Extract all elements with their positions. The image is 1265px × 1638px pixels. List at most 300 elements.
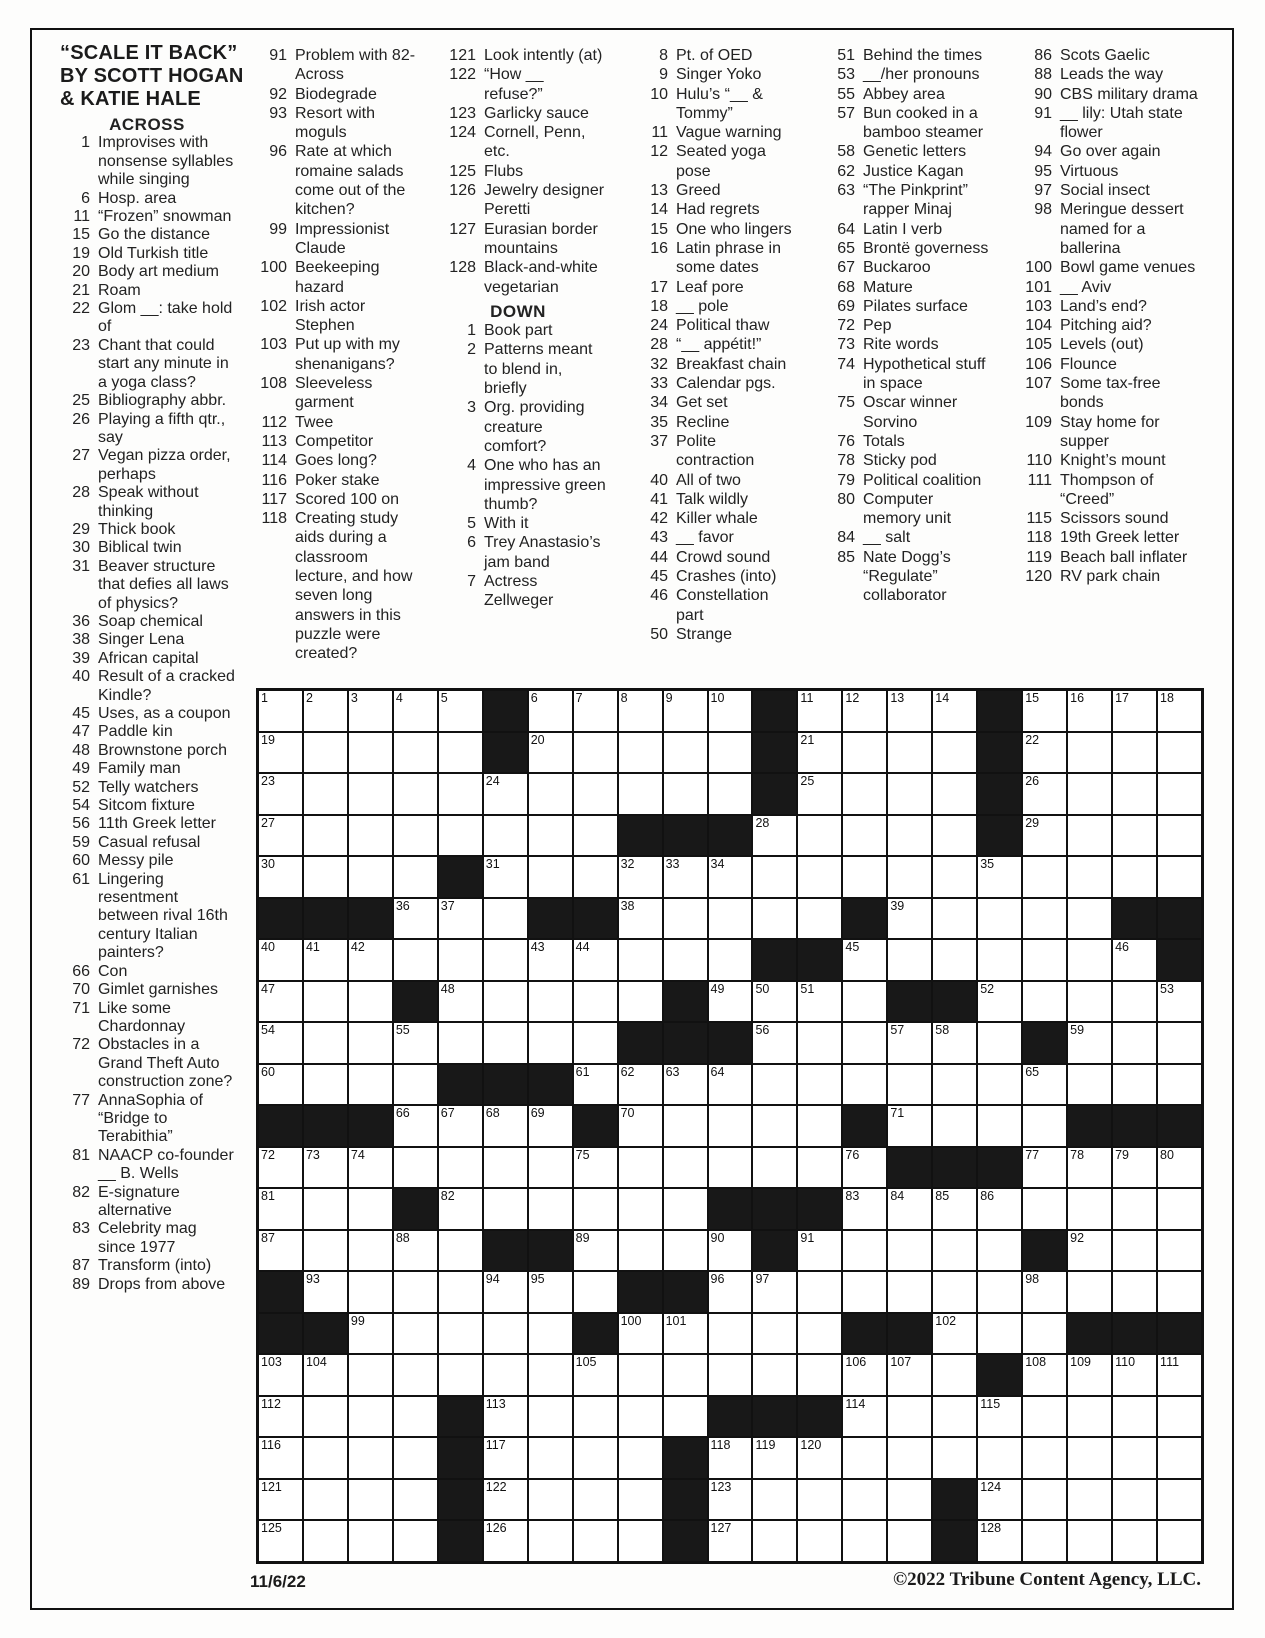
grid-cell[interactable] xyxy=(303,1064,348,1106)
grid-cell[interactable] xyxy=(842,1188,887,1230)
grid-cell[interactable] xyxy=(303,1230,348,1272)
grid-cell[interactable] xyxy=(663,732,708,774)
grid-cell[interactable] xyxy=(752,1064,797,1106)
grid-cell[interactable] xyxy=(842,1230,887,1272)
grid-cell[interactable] xyxy=(393,1437,438,1479)
grid-cell[interactable] xyxy=(1022,815,1067,857)
grid-cell[interactable] xyxy=(618,1354,663,1396)
grid-cell[interactable] xyxy=(752,1147,797,1189)
grid-cell[interactable] xyxy=(932,1022,977,1064)
grid-cell[interactable] xyxy=(438,773,483,815)
grid-cell[interactable] xyxy=(842,690,887,732)
grid-cell[interactable] xyxy=(303,1437,348,1479)
grid-cell[interactable] xyxy=(483,815,528,857)
grid-cell[interactable] xyxy=(797,1479,842,1521)
grid-cell[interactable] xyxy=(887,856,932,898)
grid-cell[interactable] xyxy=(573,815,618,857)
grid-cell[interactable] xyxy=(932,732,977,774)
grid-cell[interactable] xyxy=(528,815,573,857)
grid-cell[interactable] xyxy=(708,1230,753,1272)
grid-cell[interactable] xyxy=(663,1354,708,1396)
grid-cell[interactable] xyxy=(1112,856,1157,898)
grid-cell[interactable] xyxy=(977,1230,1022,1272)
grid-cell[interactable] xyxy=(528,732,573,774)
grid-cell[interactable] xyxy=(977,1022,1022,1064)
grid-cell[interactable] xyxy=(258,1396,303,1438)
grid-cell[interactable] xyxy=(1157,1022,1202,1064)
grid-cell[interactable] xyxy=(483,1520,528,1562)
grid-cell[interactable] xyxy=(887,1188,932,1230)
grid-cell[interactable] xyxy=(1067,1354,1112,1396)
grid-cell[interactable] xyxy=(528,1396,573,1438)
grid-cell[interactable] xyxy=(797,815,842,857)
grid-cell[interactable] xyxy=(842,856,887,898)
grid-cell[interactable] xyxy=(977,1313,1022,1355)
grid-cell[interactable] xyxy=(483,1147,528,1189)
grid-cell[interactable] xyxy=(258,1354,303,1396)
grid-cell[interactable] xyxy=(1112,773,1157,815)
grid-cell[interactable] xyxy=(1157,815,1202,857)
grid-cell[interactable] xyxy=(977,1188,1022,1230)
grid-cell[interactable] xyxy=(573,1147,618,1189)
grid-cell[interactable] xyxy=(348,1313,393,1355)
grid-cell[interactable] xyxy=(887,1520,932,1562)
grid-cell[interactable] xyxy=(1067,898,1112,940)
grid-cell[interactable] xyxy=(708,1105,753,1147)
grid-cell[interactable] xyxy=(842,773,887,815)
grid-cell[interactable] xyxy=(887,815,932,857)
grid-cell[interactable] xyxy=(258,815,303,857)
grid-cell[interactable] xyxy=(1067,1064,1112,1106)
grid-cell[interactable] xyxy=(483,1396,528,1438)
grid-cell[interactable] xyxy=(932,1271,977,1313)
grid-cell[interactable] xyxy=(348,773,393,815)
grid-cell[interactable] xyxy=(303,856,348,898)
grid-cell[interactable] xyxy=(797,981,842,1023)
grid-cell[interactable] xyxy=(887,1271,932,1313)
grid-cell[interactable] xyxy=(977,1396,1022,1438)
grid-cell[interactable] xyxy=(573,773,618,815)
grid-cell[interactable] xyxy=(1067,1022,1112,1064)
grid-cell[interactable] xyxy=(618,1313,663,1355)
grid-cell[interactable] xyxy=(1112,1147,1157,1189)
grid-cell[interactable] xyxy=(977,1105,1022,1147)
grid-cell[interactable] xyxy=(1022,1479,1067,1521)
grid-cell[interactable] xyxy=(618,1230,663,1272)
grid-cell[interactable] xyxy=(438,1188,483,1230)
grid-cell[interactable] xyxy=(303,690,348,732)
grid-cell[interactable] xyxy=(618,690,663,732)
grid-cell[interactable] xyxy=(348,815,393,857)
grid-cell[interactable] xyxy=(258,1437,303,1479)
grid-cell[interactable] xyxy=(708,773,753,815)
grid-cell[interactable] xyxy=(1157,856,1202,898)
grid-cell[interactable] xyxy=(663,690,708,732)
grid-cell[interactable] xyxy=(1112,1354,1157,1396)
grid-cell[interactable] xyxy=(348,981,393,1023)
grid-cell[interactable] xyxy=(528,773,573,815)
grid-cell[interactable] xyxy=(528,1271,573,1313)
grid-cell[interactable] xyxy=(797,1313,842,1355)
grid-cell[interactable] xyxy=(573,1396,618,1438)
grid-cell[interactable] xyxy=(708,981,753,1023)
grid-cell[interactable] xyxy=(258,1230,303,1272)
grid-cell[interactable] xyxy=(1157,732,1202,774)
grid-cell[interactable] xyxy=(977,1437,1022,1479)
grid-cell[interactable] xyxy=(348,1188,393,1230)
grid-cell[interactable] xyxy=(797,1437,842,1479)
grid-cell[interactable] xyxy=(618,898,663,940)
grid-cell[interactable] xyxy=(393,1520,438,1562)
grid-cell[interactable] xyxy=(797,1022,842,1064)
grid-cell[interactable] xyxy=(797,1520,842,1562)
grid-cell[interactable] xyxy=(1157,1064,1202,1106)
grid-cell[interactable] xyxy=(618,1188,663,1230)
grid-cell[interactable] xyxy=(303,1479,348,1521)
grid-cell[interactable] xyxy=(393,939,438,981)
grid-cell[interactable] xyxy=(1022,732,1067,774)
grid-cell[interactable] xyxy=(303,1520,348,1562)
grid-cell[interactable] xyxy=(752,1354,797,1396)
grid-cell[interactable] xyxy=(752,1479,797,1521)
grid-cell[interactable] xyxy=(842,1064,887,1106)
grid-cell[interactable] xyxy=(483,1313,528,1355)
grid-cell[interactable] xyxy=(977,981,1022,1023)
grid-cell[interactable] xyxy=(977,1479,1022,1521)
grid-cell[interactable] xyxy=(1022,981,1067,1023)
grid-cell[interactable] xyxy=(438,815,483,857)
grid-cell[interactable] xyxy=(573,1354,618,1396)
grid-cell[interactable] xyxy=(1022,1396,1067,1438)
grid-cell[interactable] xyxy=(618,1479,663,1521)
grid-cell[interactable] xyxy=(663,898,708,940)
grid-cell[interactable] xyxy=(1157,1188,1202,1230)
grid-cell[interactable] xyxy=(573,1437,618,1479)
grid-cell[interactable] xyxy=(708,690,753,732)
grid-cell[interactable] xyxy=(932,856,977,898)
grid-cell[interactable] xyxy=(1067,1147,1112,1189)
grid-cell[interactable] xyxy=(303,1188,348,1230)
grid-cell[interactable] xyxy=(1067,1520,1112,1562)
grid-cell[interactable] xyxy=(1022,898,1067,940)
grid-cell[interactable] xyxy=(887,1022,932,1064)
grid-cell[interactable] xyxy=(528,1022,573,1064)
grid-cell[interactable] xyxy=(258,690,303,732)
grid-cell[interactable] xyxy=(708,732,753,774)
grid-cell[interactable] xyxy=(528,1313,573,1355)
grid-cell[interactable] xyxy=(258,856,303,898)
grid-cell[interactable] xyxy=(887,1230,932,1272)
grid-cell[interactable] xyxy=(887,898,932,940)
grid-cell[interactable] xyxy=(842,1354,887,1396)
grid-cell[interactable] xyxy=(303,1354,348,1396)
grid-cell[interactable] xyxy=(708,1479,753,1521)
grid-cell[interactable] xyxy=(1067,690,1112,732)
grid-cell[interactable] xyxy=(1157,1354,1202,1396)
grid-cell[interactable] xyxy=(1067,815,1112,857)
grid-cell[interactable] xyxy=(842,939,887,981)
grid-cell[interactable] xyxy=(393,773,438,815)
grid-cell[interactable] xyxy=(1157,690,1202,732)
grid-cell[interactable] xyxy=(797,1230,842,1272)
grid-cell[interactable] xyxy=(573,939,618,981)
grid-cell[interactable] xyxy=(483,1188,528,1230)
grid-cell[interactable] xyxy=(393,732,438,774)
grid-cell[interactable] xyxy=(932,1437,977,1479)
grid-cell[interactable] xyxy=(887,1479,932,1521)
grid-cell[interactable] xyxy=(573,1188,618,1230)
grid-cell[interactable] xyxy=(977,1064,1022,1106)
grid-cell[interactable] xyxy=(708,1313,753,1355)
grid-cell[interactable] xyxy=(348,1437,393,1479)
grid-cell[interactable] xyxy=(573,1520,618,1562)
grid-cell[interactable] xyxy=(932,1188,977,1230)
grid-cell[interactable] xyxy=(842,1022,887,1064)
grid-cell[interactable] xyxy=(1112,981,1157,1023)
grid-cell[interactable] xyxy=(1067,1437,1112,1479)
grid-cell[interactable] xyxy=(348,732,393,774)
grid-cell[interactable] xyxy=(708,1354,753,1396)
grid-cell[interactable] xyxy=(1157,1437,1202,1479)
grid-cell[interactable] xyxy=(258,1147,303,1189)
grid-cell[interactable] xyxy=(348,1354,393,1396)
grid-cell[interactable] xyxy=(303,981,348,1023)
grid-cell[interactable] xyxy=(258,1064,303,1106)
grid-cell[interactable] xyxy=(528,690,573,732)
grid-cell[interactable] xyxy=(752,856,797,898)
grid-cell[interactable] xyxy=(1022,1313,1067,1355)
grid-cell[interactable] xyxy=(708,898,753,940)
grid-cell[interactable] xyxy=(393,1479,438,1521)
grid-cell[interactable] xyxy=(1022,1520,1067,1562)
grid-cell[interactable] xyxy=(438,939,483,981)
grid-cell[interactable] xyxy=(438,981,483,1023)
grid-cell[interactable] xyxy=(528,1479,573,1521)
grid-cell[interactable] xyxy=(663,773,708,815)
grid-cell[interactable] xyxy=(573,1230,618,1272)
grid-cell[interactable] xyxy=(573,1022,618,1064)
grid-cell[interactable] xyxy=(528,1105,573,1147)
grid-cell[interactable] xyxy=(708,1147,753,1189)
grid-cell[interactable] xyxy=(887,1437,932,1479)
grid-cell[interactable] xyxy=(483,1022,528,1064)
grid-cell[interactable] xyxy=(438,1022,483,1064)
grid-cell[interactable] xyxy=(483,1105,528,1147)
grid-cell[interactable] xyxy=(483,898,528,940)
grid-cell[interactable] xyxy=(663,1313,708,1355)
grid-cell[interactable] xyxy=(842,1271,887,1313)
grid-cell[interactable] xyxy=(842,1396,887,1438)
grid-cell[interactable] xyxy=(483,1271,528,1313)
grid-cell[interactable] xyxy=(573,856,618,898)
grid-cell[interactable] xyxy=(618,856,663,898)
grid-cell[interactable] xyxy=(483,981,528,1023)
grid-cell[interactable] xyxy=(1067,1396,1112,1438)
grid-cell[interactable] xyxy=(348,939,393,981)
grid-cell[interactable] xyxy=(393,690,438,732)
grid-cell[interactable] xyxy=(618,1064,663,1106)
grid-cell[interactable] xyxy=(752,1105,797,1147)
grid-cell[interactable] xyxy=(258,1479,303,1521)
grid-cell[interactable] xyxy=(887,1354,932,1396)
grid-cell[interactable] xyxy=(438,1230,483,1272)
grid-cell[interactable] xyxy=(752,1437,797,1479)
grid-cell[interactable] xyxy=(348,1271,393,1313)
grid-cell[interactable] xyxy=(932,1354,977,1396)
grid-cell[interactable] xyxy=(887,939,932,981)
grid-cell[interactable] xyxy=(393,1313,438,1355)
grid-cell[interactable] xyxy=(618,1396,663,1438)
grid-cell[interactable] xyxy=(393,898,438,940)
grid-cell[interactable] xyxy=(1112,690,1157,732)
grid-cell[interactable] xyxy=(932,898,977,940)
grid-cell[interactable] xyxy=(797,773,842,815)
grid-cell[interactable] xyxy=(663,1230,708,1272)
grid-cell[interactable] xyxy=(1022,773,1067,815)
grid-cell[interactable] xyxy=(752,1022,797,1064)
grid-cell[interactable] xyxy=(528,1520,573,1562)
grid-cell[interactable] xyxy=(1112,1230,1157,1272)
grid-cell[interactable] xyxy=(348,1147,393,1189)
grid-cell[interactable] xyxy=(708,1271,753,1313)
grid-cell[interactable] xyxy=(797,856,842,898)
grid-cell[interactable] xyxy=(1067,773,1112,815)
grid-cell[interactable] xyxy=(1022,939,1067,981)
grid-cell[interactable] xyxy=(1157,1396,1202,1438)
grid-cell[interactable] xyxy=(393,1064,438,1106)
grid-cell[interactable] xyxy=(1022,856,1067,898)
grid-cell[interactable] xyxy=(663,939,708,981)
grid-cell[interactable] xyxy=(708,856,753,898)
grid-cell[interactable] xyxy=(663,1147,708,1189)
grid-cell[interactable] xyxy=(1112,1479,1157,1521)
grid-cell[interactable] xyxy=(348,856,393,898)
grid-cell[interactable] xyxy=(752,898,797,940)
grid-cell[interactable] xyxy=(303,773,348,815)
grid-cell[interactable] xyxy=(1067,732,1112,774)
grid-cell[interactable] xyxy=(977,1520,1022,1562)
grid-cell[interactable] xyxy=(573,1479,618,1521)
grid-cell[interactable] xyxy=(348,690,393,732)
grid-cell[interactable] xyxy=(1067,1479,1112,1521)
grid-cell[interactable] xyxy=(483,773,528,815)
grid-cell[interactable] xyxy=(1022,1064,1067,1106)
grid-cell[interactable] xyxy=(752,981,797,1023)
grid-cell[interactable] xyxy=(1067,981,1112,1023)
grid-cell[interactable] xyxy=(258,1188,303,1230)
grid-cell[interactable] xyxy=(752,1520,797,1562)
grid-cell[interactable] xyxy=(1067,939,1112,981)
grid-cell[interactable] xyxy=(887,1064,932,1106)
grid-cell[interactable] xyxy=(618,1105,663,1147)
grid-cell[interactable] xyxy=(797,1064,842,1106)
grid-cell[interactable] xyxy=(1157,981,1202,1023)
grid-cell[interactable] xyxy=(573,732,618,774)
grid-cell[interactable] xyxy=(752,1313,797,1355)
grid-cell[interactable] xyxy=(1112,1064,1157,1106)
grid-cell[interactable] xyxy=(1112,939,1157,981)
grid-cell[interactable] xyxy=(887,1105,932,1147)
grid-cell[interactable] xyxy=(752,1271,797,1313)
grid-cell[interactable] xyxy=(348,1396,393,1438)
grid-cell[interactable] xyxy=(797,690,842,732)
grid-cell[interactable] xyxy=(1157,1479,1202,1521)
grid-cell[interactable] xyxy=(663,856,708,898)
grid-cell[interactable] xyxy=(483,1479,528,1521)
grid-cell[interactable] xyxy=(663,1188,708,1230)
grid-cell[interactable] xyxy=(977,1271,1022,1313)
grid-cell[interactable] xyxy=(842,1479,887,1521)
grid-cell[interactable] xyxy=(1022,690,1067,732)
grid-cell[interactable] xyxy=(483,1354,528,1396)
grid-cell[interactable] xyxy=(887,773,932,815)
grid-cell[interactable] xyxy=(303,1022,348,1064)
grid-cell[interactable] xyxy=(887,732,932,774)
grid-cell[interactable] xyxy=(708,1437,753,1479)
grid-cell[interactable] xyxy=(663,1396,708,1438)
grid-cell[interactable] xyxy=(528,1147,573,1189)
grid-cell[interactable] xyxy=(1112,815,1157,857)
grid-cell[interactable] xyxy=(797,1271,842,1313)
grid-cell[interactable] xyxy=(842,1437,887,1479)
grid-cell[interactable] xyxy=(1022,1105,1067,1147)
grid-cell[interactable] xyxy=(573,1271,618,1313)
grid-cell[interactable] xyxy=(842,981,887,1023)
grid-cell[interactable] xyxy=(528,856,573,898)
grid-cell[interactable] xyxy=(1157,1147,1202,1189)
grid-cell[interactable] xyxy=(932,1105,977,1147)
grid-cell[interactable] xyxy=(1067,856,1112,898)
grid-cell[interactable] xyxy=(842,732,887,774)
grid-cell[interactable] xyxy=(1112,1188,1157,1230)
grid-cell[interactable] xyxy=(303,1147,348,1189)
grid-cell[interactable] xyxy=(977,898,1022,940)
grid-cell[interactable] xyxy=(797,1354,842,1396)
grid-cell[interactable] xyxy=(1112,1396,1157,1438)
grid-cell[interactable] xyxy=(303,1396,348,1438)
grid-cell[interactable] xyxy=(348,1479,393,1521)
grid-cell[interactable] xyxy=(348,1230,393,1272)
grid-cell[interactable] xyxy=(258,981,303,1023)
grid-cell[interactable] xyxy=(438,1271,483,1313)
grid-cell[interactable] xyxy=(393,1396,438,1438)
grid-cell[interactable] xyxy=(1022,1354,1067,1396)
grid-cell[interactable] xyxy=(303,815,348,857)
grid-cell[interactable] xyxy=(393,1147,438,1189)
grid-cell[interactable] xyxy=(303,732,348,774)
grid-cell[interactable] xyxy=(438,1105,483,1147)
grid-cell[interactable] xyxy=(348,1064,393,1106)
grid-cell[interactable] xyxy=(348,1520,393,1562)
grid-cell[interactable] xyxy=(528,981,573,1023)
grid-cell[interactable] xyxy=(393,1354,438,1396)
grid-cell[interactable] xyxy=(393,1271,438,1313)
grid-cell[interactable] xyxy=(1112,1271,1157,1313)
grid-cell[interactable] xyxy=(663,1064,708,1106)
grid-cell[interactable] xyxy=(932,773,977,815)
grid-cell[interactable] xyxy=(483,856,528,898)
grid-cell[interactable] xyxy=(528,939,573,981)
grid-cell[interactable] xyxy=(932,815,977,857)
grid-cell[interactable] xyxy=(438,1147,483,1189)
grid-cell[interactable] xyxy=(528,1437,573,1479)
grid-cell[interactable] xyxy=(258,939,303,981)
grid-cell[interactable] xyxy=(483,1437,528,1479)
grid-cell[interactable] xyxy=(528,1354,573,1396)
grid-cell[interactable] xyxy=(438,898,483,940)
grid-cell[interactable] xyxy=(258,773,303,815)
grid-cell[interactable] xyxy=(438,690,483,732)
